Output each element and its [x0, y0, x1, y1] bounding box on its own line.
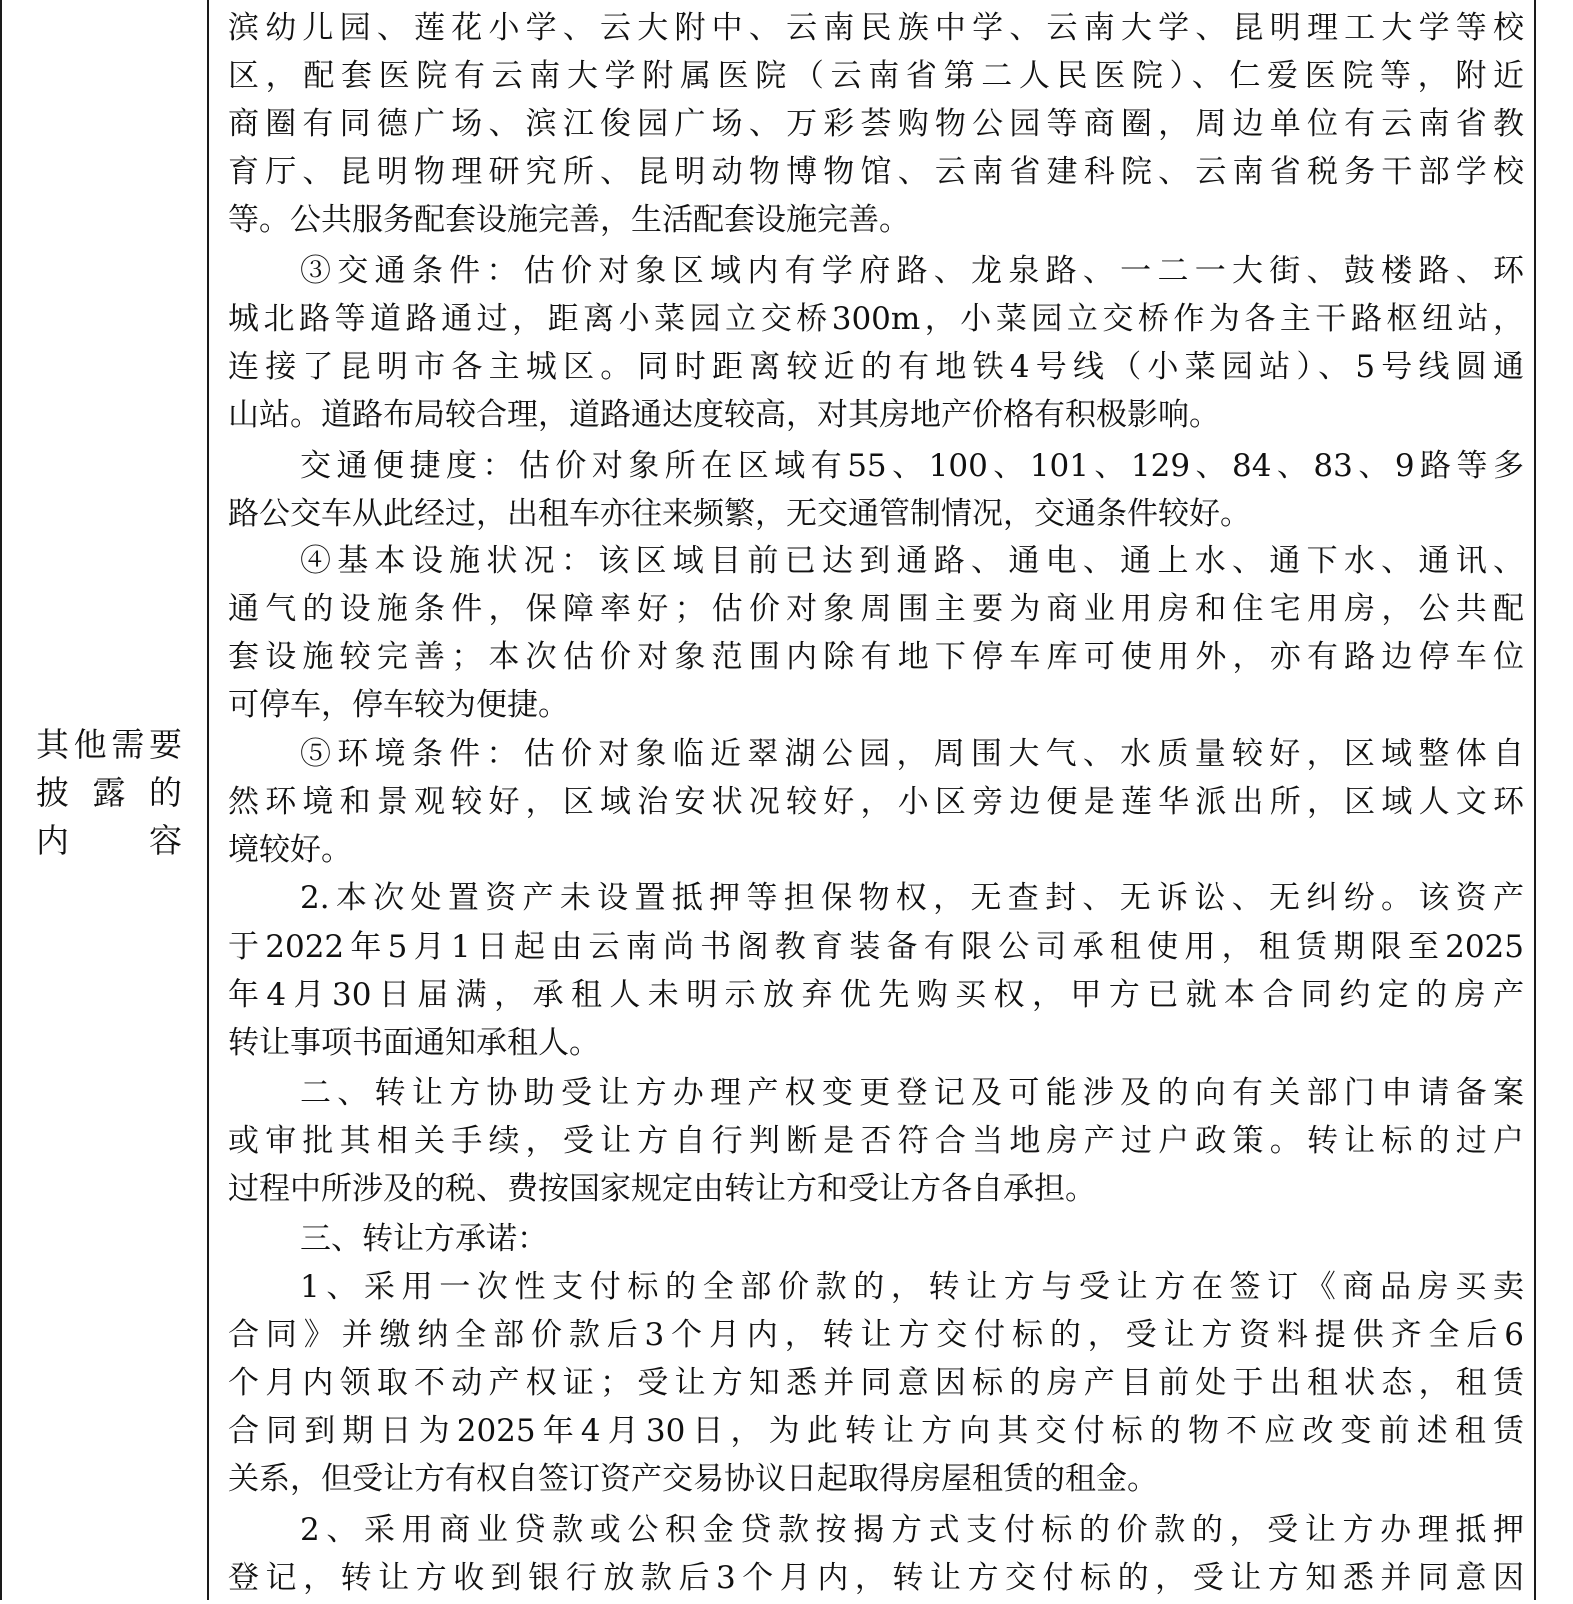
text-line: 合同》并缴纳全部价款后3个月内，转让方交付标的，受让方资料提供齐全后6	[228, 1317, 1524, 1353]
text-line: 连接了昆明市各主城区。同时距离较近的有地铁4号线（小菜园站）、5号线圆通	[228, 349, 1524, 385]
text-line: 三、转让方承诺：	[300, 1221, 548, 1257]
text-line: 交通便捷度：估价对象所在区域有55、100、101、129、84、83、9路等多	[300, 448, 1524, 484]
label-line: 披露的	[36, 773, 182, 812]
text-line: 2、采用商业贷款或公积金贷款按揭方式支付标的价款的，受让方办理抵押	[300, 1512, 1524, 1548]
table-border-divider	[207, 0, 209, 1600]
text-line: 转让事项书面通知承租人。	[228, 1025, 600, 1061]
text-line: ③交通条件：估价对象区域内有学府路、龙泉路、一二一大街、鼓楼路、环	[300, 253, 1524, 289]
text-line: 年4月30日届满，承租人未明示放弃优先购买权，甲方已就本合同约定的房产	[228, 977, 1524, 1013]
label-cell	[2, 0, 207, 1600]
text-line: 于2022年5月1日起由云南尚书阁教育装备有限公司承租使用，租赁期限至2025	[228, 929, 1524, 965]
text-line: 或审批其相关手续，受让方自行判断是否符合当地房产过户政策。转让标的过户	[228, 1123, 1524, 1159]
text-line: 商圈有同德广场、滨江俊园广场、万彩荟购物公园等商圈，周边单位有云南省教	[228, 106, 1524, 142]
text-line: 山站。道路布局较合理，道路通达度较高，对其房地产价格有积极影响。	[228, 397, 1220, 433]
text-line: 过程中所涉及的税、费按国家规定由转让方和受让方各自承担。	[228, 1171, 1096, 1207]
text-line: 境较好。	[228, 832, 352, 868]
text-line: 城北路等道路通过，距离小菜园立交桥300m，小菜园立交桥作为各主干路枢纽站，	[228, 301, 1524, 337]
text-line: 关系，但受让方有权自签订资产交易协议日起取得房屋租赁的租金。	[228, 1461, 1158, 1497]
text-line: 个月内领取不动产权证；受让方知悉并同意因标的房产目前处于出租状态，租赁	[228, 1365, 1524, 1401]
text-line: 育厅、昆明物理研究所、昆明动物博物馆、云南省建科院、云南省税务干部学校	[228, 154, 1524, 190]
text-line: 二、转让方协助受让方办理产权变更登记及可能涉及的向有关部门申请备案	[300, 1075, 1524, 1111]
text-line: 1、采用一次性支付标的全部价款的，转让方与受让方在签订《商品房买卖	[300, 1269, 1524, 1305]
text-line: 可停车，停车较为便捷。	[228, 687, 569, 723]
text-line: 滨幼儿园、莲花小学、云大附中、云南民族中学、云南大学、昆明理工大学等校	[228, 10, 1524, 46]
content-cell	[228, 4, 1524, 1604]
table-border-right	[1534, 0, 1536, 1600]
text-line: 登记，转让方收到银行放款后3个月内，转让方交付标的，受让方知悉并同意因	[228, 1560, 1524, 1596]
text-line: ⑤环境条件：估价对象临近翠湖公园，周围大气、水质量较好，区域整体自	[300, 736, 1524, 772]
text-line: ④基本设施状况：该区域目前已达到通路、通电、通上水、通下水、通讯、	[300, 543, 1524, 579]
text-line: 通气的设施条件，保障率好；估价对象周围主要为商业用房和住宅用房，公共配	[228, 591, 1524, 627]
text-line: 合同到期日为2025年4月30日，为此转让方向其交付标的物不应改变前述租赁	[228, 1413, 1524, 1449]
text-line: 路公交车从此经过，出租车亦往来频繁，无交通管制情况，交通条件较好。	[228, 496, 1251, 532]
label-line: 其他需要	[36, 725, 182, 764]
text-line: 2.本次处置资产未设置抵押等担保物权，无查封、无诉讼、无纠纷。该资产	[300, 880, 1524, 916]
text-line: 然环境和景观较好，区域治安状况较好，小区旁边便是莲华派出所，区域人文环	[228, 784, 1524, 820]
text-line: 等。公共服务配套设施完善，生活配套设施完善。	[228, 202, 910, 238]
text-line: 区，配套医院有云南大学附属医院（云南省第二人民医院）、仁爱医院等，附近	[228, 58, 1524, 94]
text-line: 套设施较完善；本次估价对象范围内除有地下停车库可使用外，亦有路边停车位	[228, 639, 1524, 675]
label-line: 内容	[36, 821, 182, 860]
